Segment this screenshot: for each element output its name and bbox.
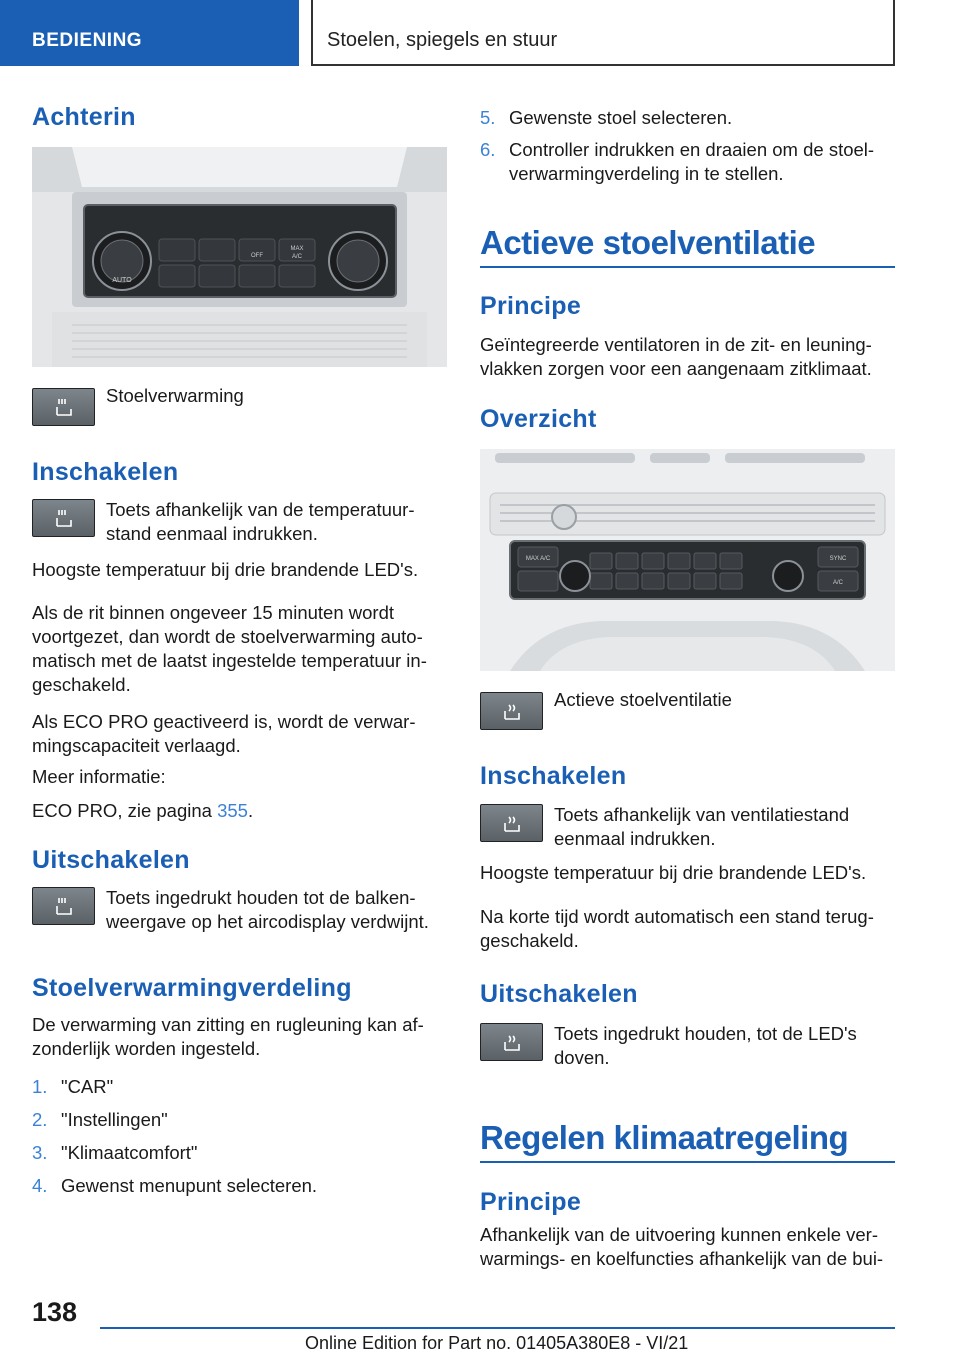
paragraph-eco-ref — [32, 799, 447, 823]
heading-uitschakelen-left: Uitschakelen — [32, 846, 190, 874]
maxac-label: MAX A/C — [525, 556, 551, 562]
seat-heating-icon — [32, 499, 95, 537]
uitschakelen-text-right: Toets ingedrukt houden, tot de LED's doven. — [554, 1023, 857, 1068]
seat-ventilation-row-2 — [480, 800, 895, 850]
page-link-355[interactable]: 355 — [217, 800, 248, 821]
paragraph-principe-1: Geïntegreerde ventilatoren in de zit- en leuningvlakken zorgen voor een aangenaam zitklimaat. — [480, 334, 872, 379]
heading-rule — [480, 266, 895, 268]
list-number: 6. — [480, 139, 496, 160]
seat-ventilation-row-1 — [480, 688, 895, 738]
list-number: 3. — [32, 1142, 48, 1163]
paragraph-eco-pro: Als ECO PRO geactiveerd is, wordt de verwarmingscapaciteit verlaagd. — [32, 711, 416, 756]
list-number: 4. — [32, 1175, 48, 1196]
uitschakelen-text-left: Toets ingedrukt houden tot de balkenweergave op het aircodisplay verdwijnt. — [106, 887, 429, 932]
chapter-tab — [311, 0, 895, 66]
seat-heating-row-2 — [32, 495, 447, 545]
heading-uitschakelen-right: Uitschakelen — [480, 980, 638, 1008]
list-number: 1. — [32, 1076, 48, 1097]
heading-rule — [480, 1161, 895, 1163]
list-item — [32, 1108, 447, 1132]
edition-text: Online Edition for Part no. 01405A380E8 - VI/21 — [305, 1333, 689, 1353]
list-item — [480, 138, 895, 186]
auto-label: AUTO — [112, 277, 132, 284]
seat-heating-row-3 — [32, 883, 447, 933]
paragraph-led-right: Hoogste temperatuur bij drie brandende LED's. — [480, 862, 867, 883]
section-title: BEDIENING — [32, 30, 143, 51]
heading-overzicht: Overzicht — [480, 405, 597, 433]
list-item — [32, 1075, 447, 1099]
list-text: "Instellingen" — [61, 1109, 168, 1130]
sync-label: SYNC — [829, 556, 847, 562]
ac-label-front: A/C — [832, 580, 844, 586]
seat-heating-icon — [32, 887, 95, 925]
icon-caption-seat-heating: Stoelverwarming — [106, 385, 244, 406]
heading-achterin: Achterin — [32, 103, 136, 131]
seat-heating-row-1 — [32, 384, 447, 434]
heading-principe-1: Principe — [480, 292, 582, 320]
page-number: 138 — [32, 1297, 78, 1327]
list-text: Gewenst menupunt selecteren. — [61, 1175, 318, 1196]
heading-principe-2: Principe — [480, 1188, 582, 1216]
paragraph-meer-info: Meer informatie: — [32, 766, 166, 787]
seat-ventilation-icon — [480, 692, 543, 730]
heading-actieve-stoelventilatie: Actieve stoelventilatie — [480, 224, 816, 261]
list-text: "Klimaatcomfort" — [61, 1142, 198, 1163]
list-text: Controller indrukken en draaien om de stoelverwarmingverdeling in te stellen. — [509, 139, 875, 184]
heading-inschakelen-right: Inschakelen — [480, 762, 627, 790]
seat-ventilation-row-3 — [480, 1019, 895, 1069]
list-item — [32, 1174, 447, 1198]
chapter-title: Stoelen, spiegels en stuur — [327, 29, 558, 51]
list-number: 2. — [32, 1109, 48, 1130]
heading-inschakelen-left: Inschakelen — [32, 458, 179, 486]
paragraph-led-left: Hoogste temperatuur bij drie brandende LED's. — [32, 559, 419, 580]
front-climate-panel-photo — [480, 449, 895, 671]
ac-label: A/C — [291, 254, 303, 260]
list-item — [480, 106, 895, 130]
eco-ref-suffix: . — [247, 800, 254, 821]
list-number: 5. — [480, 107, 496, 128]
list-item — [32, 1141, 447, 1165]
eco-ref-prefix: ECO PRO, zie pagina — [32, 800, 218, 821]
inschakelen-text-left: Toets afhankelijk van de temperatuurstand eenmaal indrukken. — [106, 499, 415, 544]
seat-ventilation-icon — [480, 804, 543, 842]
heading-verdeling: Stoelverwarmingverdeling — [32, 974, 352, 1002]
icon-caption-seat-ventilation: Actieve stoelventilatie — [554, 689, 732, 710]
off-label: OFF — [251, 253, 263, 259]
list-text: Gewenste stoel selecteren. — [509, 107, 733, 128]
paragraph-principe-2: Afhankelijk van de uitvoering kunnen enkele verwarmings- en koelfuncties afhankelijk van de bui- — [480, 1224, 884, 1269]
paragraph-verdeling: De verwarming van zitting en rugleuning kan afzonderlijk worden ingesteld. — [32, 1014, 424, 1059]
inschakelen-text-right: Toets afhankelijk van ventilatiestand eenmaal indrukken. — [554, 804, 850, 849]
seat-heating-icon — [32, 388, 95, 426]
rear-climate-panel-photo — [32, 147, 447, 367]
max-label: MAX — [290, 246, 304, 252]
paragraph-korte-tijd: Na korte tijd wordt automatisch een stand teruggeschakeld. — [480, 906, 874, 951]
footer-rule — [100, 1327, 895, 1329]
list-text: "CAR" — [61, 1076, 114, 1097]
seat-ventilation-icon — [480, 1023, 543, 1061]
section-tab — [0, 0, 299, 66]
heading-regelen-klimaatregeling: Regelen klimaatregeling — [480, 1119, 849, 1156]
paragraph-rit: Als de rit binnen ongeveer 15 minuten wordt voortgezet, dan wordt de stoelverwarming automatisch met de laatst ingestelde temperatuur ingeschakeld. — [32, 602, 427, 695]
